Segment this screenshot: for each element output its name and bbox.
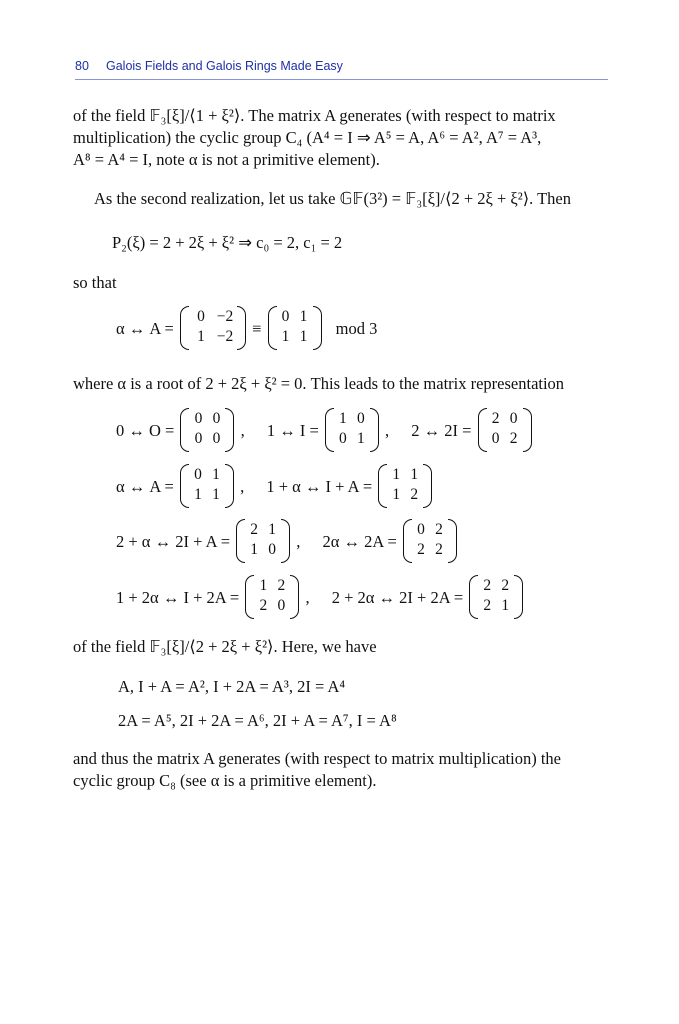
matrix-entry: 0 xyxy=(491,430,500,447)
matrix-entry: 0 xyxy=(212,410,221,427)
rep-lhs: 0 ↔ O = xyxy=(116,421,175,440)
book-title: Galois Fields and Galois Rings Made Easy xyxy=(106,59,343,73)
matrix-entry: 0 xyxy=(339,430,347,447)
paragraph-1-line-3: A⁸ = A⁴ = I, note α is not a primitive element). xyxy=(73,150,380,169)
matrix-entry: 0 xyxy=(509,410,518,427)
matrix-entry: 0 xyxy=(194,466,202,483)
where-text: where α is a root of 2 + 2ξ + ξ² = 0. This leads to the matrix representation xyxy=(73,374,565,393)
matrix-entry: 1 xyxy=(357,430,365,447)
conclusion-line-2: cyclic group C₈ (see α is a primitive element). xyxy=(73,771,377,790)
right-paren xyxy=(281,519,290,563)
matrix-entry: 2 xyxy=(259,597,268,614)
matrix-identity xyxy=(325,408,379,454)
matrix-entry: 0 xyxy=(277,597,286,614)
rep-lhs: 1 + 2α ↔ I + 2A = xyxy=(116,588,240,607)
matrix-entry: 2 xyxy=(509,430,518,447)
rep-lhs: 2 + α ↔ 2I + A = xyxy=(116,532,231,551)
matrix-entry: 2 xyxy=(491,410,500,427)
rep-lhs: 2α ↔ 2A = xyxy=(322,532,397,551)
left-paren xyxy=(180,408,189,452)
matrix-zero xyxy=(180,408,234,454)
rep-row-3 xyxy=(116,519,459,565)
equiv-sign: ≡ xyxy=(252,319,262,338)
rep-lhs: 2 + 2α ↔ 2I + 2A = xyxy=(331,588,464,607)
matrix-entry: −2 xyxy=(216,308,234,325)
right-paren xyxy=(237,306,246,350)
right-paren xyxy=(290,575,299,619)
running-head xyxy=(75,57,608,80)
of-field-text: of the field 𝔽₃[ξ]/⟨2 + 2ξ + ξ²⟩. Here, we have xyxy=(73,637,377,656)
matrix-entry: 0 xyxy=(212,430,221,447)
matrix-entry: 0 xyxy=(268,541,277,558)
left-paren xyxy=(325,408,334,452)
powers-line-2: 2A = A⁵, 2I + 2A = A⁶, 2I + A = A⁷, I = A⁸ xyxy=(118,711,397,730)
matrix-entry: 1 xyxy=(268,521,277,538)
paragraph-1-line-1: of the field 𝔽₃[ξ]/⟨1 + ξ²⟩. The matrix A generates (with respect to matrix xyxy=(73,106,556,125)
matrix-entry: 1 xyxy=(259,577,268,594)
left-paren xyxy=(268,306,277,350)
right-paren xyxy=(370,408,379,452)
matrix-entry: 0 xyxy=(194,430,203,447)
page-number: 80 xyxy=(75,59,89,73)
mod-text: mod 3 xyxy=(335,319,378,338)
matrix-entry: 2 xyxy=(501,577,510,594)
comma: , xyxy=(305,588,310,607)
matrix-entry: 1 xyxy=(299,308,308,325)
rep-row-4 xyxy=(116,575,525,621)
matrix-entry: 2 xyxy=(435,541,443,558)
comma: , xyxy=(296,532,301,551)
alpha-matrix-equation xyxy=(116,306,377,352)
matrix-alpha-reduced xyxy=(268,306,322,352)
right-paren xyxy=(225,408,234,452)
matrix-entry: 0 xyxy=(281,308,290,325)
matrix-2i-plus-a xyxy=(236,519,290,565)
left-paren xyxy=(478,408,487,452)
comma: , xyxy=(240,477,245,496)
paragraph-1-line-2: multiplication) the cyclic group C₄ (A⁴ = I ⇒ A⁵ = A, A⁶ = A², A⁷ = A³, xyxy=(73,128,542,147)
matrix-entry: 1 xyxy=(392,466,401,483)
matrix-i-plus-2a xyxy=(245,575,299,621)
matrix-alpha-raw xyxy=(180,306,246,352)
left-paren xyxy=(403,519,412,563)
so-that-text: so that xyxy=(73,273,117,292)
left-paren xyxy=(378,464,387,508)
polynomial-equation: P₂(ξ) = 2 + 2ξ + ξ² ⇒ c₀ = 2, c₁ = 2 xyxy=(112,233,343,252)
matrix-entry: 1 xyxy=(281,328,290,345)
left-paren xyxy=(469,575,478,619)
matrix-2i-plus-2a xyxy=(469,575,523,621)
matrix-entry: 0 xyxy=(417,521,425,538)
matrix-2i xyxy=(478,408,532,454)
matrix-entry: 0 xyxy=(197,308,205,325)
comma: , xyxy=(240,421,245,440)
rep-row-1 xyxy=(116,408,534,454)
right-paren xyxy=(448,519,457,563)
left-paren xyxy=(180,464,189,508)
matrix-entry: 1 xyxy=(501,597,510,614)
matrix-entry: 2 xyxy=(410,486,419,503)
rep-lhs: α ↔ A = xyxy=(116,477,174,496)
matrix-entry: −2 xyxy=(216,328,234,345)
matrix-i-plus-a xyxy=(378,464,432,510)
left-paren xyxy=(180,306,189,350)
matrix-a xyxy=(180,464,234,510)
matrix-entry: 1 xyxy=(392,486,401,503)
matrix-entry: 1 xyxy=(197,328,205,345)
left-paren xyxy=(245,575,254,619)
matrix-entry: 0 xyxy=(357,410,365,427)
rep-row-2 xyxy=(116,464,434,510)
alpha-eq-lhs: α ↔ A = xyxy=(116,319,174,338)
matrix-entry: 1 xyxy=(410,466,419,483)
comma: , xyxy=(385,421,390,440)
matrix-entry: 1 xyxy=(339,410,347,427)
rep-lhs: 2 ↔ 2I = xyxy=(411,421,472,440)
matrix-entry: 2 xyxy=(435,521,443,538)
matrix-entry: 2 xyxy=(483,597,492,614)
right-paren xyxy=(423,464,432,508)
paragraph-2-line-1: As the second realization, let us take 𝔾𝔽(3²) = 𝔽₃[ξ]/⟨2 + 2ξ + ξ²⟩. Then xyxy=(94,189,572,208)
matrix-entry: 1 xyxy=(212,486,220,503)
conclusion-line-1: and thus the matrix A generates (with respect to matrix multiplication) the xyxy=(73,749,561,768)
matrix-2a xyxy=(403,519,457,565)
right-paren xyxy=(313,306,322,350)
matrix-entry: 2 xyxy=(277,577,286,594)
matrix-entry: 1 xyxy=(299,328,308,345)
matrix-entry: 2 xyxy=(483,577,492,594)
right-paren xyxy=(225,464,234,508)
matrix-entry: 1 xyxy=(194,486,202,503)
matrix-entry: 0 xyxy=(194,410,203,427)
right-paren xyxy=(523,408,532,452)
left-paren xyxy=(236,519,245,563)
right-paren xyxy=(514,575,523,619)
powers-line-1: A, I + A = A², I + 2A = A³, 2I = A⁴ xyxy=(118,677,346,696)
matrix-entry: 1 xyxy=(212,466,220,483)
matrix-entry: 2 xyxy=(417,541,425,558)
rep-lhs: 1 + α ↔ I + A = xyxy=(266,477,373,496)
matrix-entry: 2 xyxy=(250,521,259,538)
matrix-entry: 1 xyxy=(250,541,259,558)
rep-lhs: 1 ↔ I = xyxy=(266,421,319,440)
